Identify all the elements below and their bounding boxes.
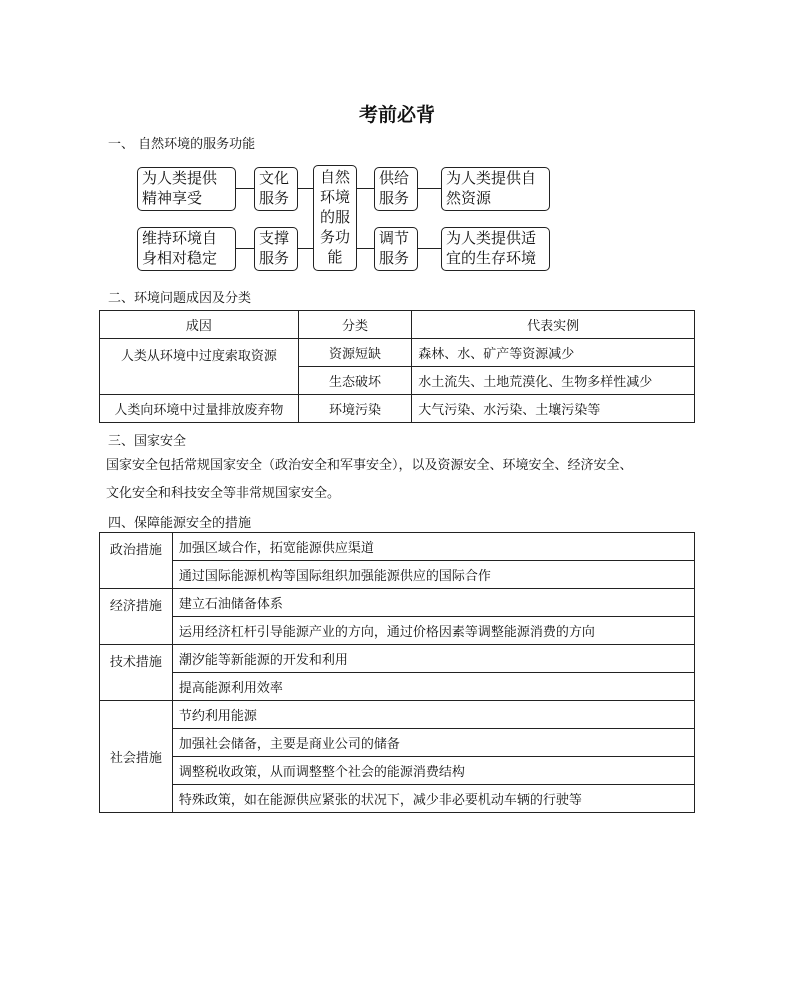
box-line: 身相对稳定 xyxy=(142,249,218,267)
connector xyxy=(418,248,441,249)
national-security-text-line2: 文化安全和科技安全等非常规国家安全。 xyxy=(106,486,341,501)
box-line: 文化 xyxy=(259,169,290,187)
center-box xyxy=(313,165,357,271)
box-line: 为人类提供 xyxy=(142,169,218,187)
box-line: 服务 xyxy=(379,249,410,267)
cause-cell: 人类向环境中过量排放废弃物 xyxy=(100,395,299,423)
table-row xyxy=(100,729,695,757)
example-cell: 水土流失、土地荒漠化、生物多样性减少 xyxy=(412,367,695,395)
energy-security-table xyxy=(99,532,695,813)
right-bottom-outer-box xyxy=(441,227,550,271)
category-cell: 环境污染 xyxy=(298,395,412,423)
measure-label: 经济措施 xyxy=(100,589,173,645)
box-line: 精神享受 xyxy=(142,189,203,207)
box-line: 的服 xyxy=(319,208,350,226)
connector xyxy=(418,188,441,189)
supply-service-box xyxy=(374,167,418,211)
connector xyxy=(298,188,313,189)
connector xyxy=(357,188,374,189)
header-category: 分类 xyxy=(298,311,412,339)
measure-item: 提高能源利用效率 xyxy=(172,673,694,701)
header-cause: 成因 xyxy=(100,311,299,339)
box-line: 供给 xyxy=(379,169,410,187)
measure-item: 建立石油储备体系 xyxy=(172,589,694,617)
measure-label: 社会措施 xyxy=(100,701,173,813)
right-top-outer-box xyxy=(441,167,550,211)
environment-problem-table xyxy=(99,310,695,423)
measure-item: 加强社会储备，主要是商业公司的储备 xyxy=(172,729,694,757)
table-row xyxy=(100,645,695,673)
national-security-text-line1: 国家安全包括常规国家安全（政治安全和军事安全），以及资源安全、环境安全、经济安全、 xyxy=(106,458,633,473)
category-cell: 资源短缺 xyxy=(298,339,412,367)
connector xyxy=(236,188,254,189)
example-cell: 大气污染、水污染、土壤污染等 xyxy=(412,395,695,423)
section3-heading: 三、国家安全 xyxy=(108,434,187,449)
table-row xyxy=(100,701,695,729)
table-row xyxy=(100,589,695,617)
measure-item: 特殊政策，如在能源供应紧张的状况下，减少非必要机动车辆的行驶等 xyxy=(172,785,694,813)
left-bottom-outer-box xyxy=(137,227,236,271)
table-header-row xyxy=(100,311,695,339)
connector xyxy=(357,248,374,249)
table-row xyxy=(100,617,695,645)
measure-item: 调整税收政策，从而调整整个社会的能源消费结构 xyxy=(172,757,694,785)
measure-item: 节约利用能源 xyxy=(172,701,694,729)
connector xyxy=(298,248,313,249)
category-cell: 生态破坏 xyxy=(298,367,412,395)
box-line: 宜的生存环境 xyxy=(446,249,537,267)
table-row xyxy=(100,533,695,561)
box-line: 为人类提供适 xyxy=(446,229,537,247)
measure-item: 潮汐能等新能源的开发和利用 xyxy=(172,645,694,673)
box-line: 务功 xyxy=(319,228,350,246)
table-row xyxy=(100,785,695,813)
measure-label: 技术措施 xyxy=(100,645,173,701)
cause-cell: 人类从环境中过度索取资源 xyxy=(100,339,299,395)
measure-item: 运用经济杠杆引导能源产业的方向，通过价格因素等调整能源消费的方向 xyxy=(172,617,694,645)
box-line: 服务 xyxy=(259,189,290,207)
measure-label: 政治措施 xyxy=(100,533,173,589)
left-top-outer-box xyxy=(137,167,236,211)
table-row xyxy=(100,339,695,367)
table-row xyxy=(100,395,695,423)
connector xyxy=(236,248,254,249)
box-line: 自然 xyxy=(319,168,350,186)
box-line: 然资源 xyxy=(446,189,492,207)
box-line: 环境 xyxy=(319,188,350,206)
box-line: 服务 xyxy=(379,189,410,207)
measure-item: 通过国际能源机构等国际组织加强能源供应的国际合作 xyxy=(172,561,694,589)
box-line: 为人类提供自 xyxy=(446,169,537,187)
box-line: 调节 xyxy=(379,229,410,247)
table-row xyxy=(100,757,695,785)
box-line: 服务 xyxy=(259,249,290,267)
support-service-box xyxy=(254,227,298,271)
section4-heading: 四、保障能源安全的措施 xyxy=(108,516,252,531)
box-line: 支撑 xyxy=(259,229,290,247)
measure-item: 加强区域合作，拓宽能源供应渠道 xyxy=(172,533,694,561)
culture-service-box xyxy=(254,167,298,211)
box-line: 能 xyxy=(327,248,343,266)
section1-heading: 一、 自然环境的服务功能 xyxy=(108,137,256,152)
page-title: 考前必背 xyxy=(358,104,435,126)
regulation-service-box xyxy=(374,227,418,271)
box-line: 维持环境自 xyxy=(142,229,218,247)
table-row xyxy=(100,673,695,701)
header-example: 代表实例 xyxy=(412,311,695,339)
table-row xyxy=(100,561,695,589)
section2-heading: 二、环境问题成因及分类 xyxy=(108,291,252,306)
example-cell: 森林、水、矿产等资源减少 xyxy=(412,339,695,367)
